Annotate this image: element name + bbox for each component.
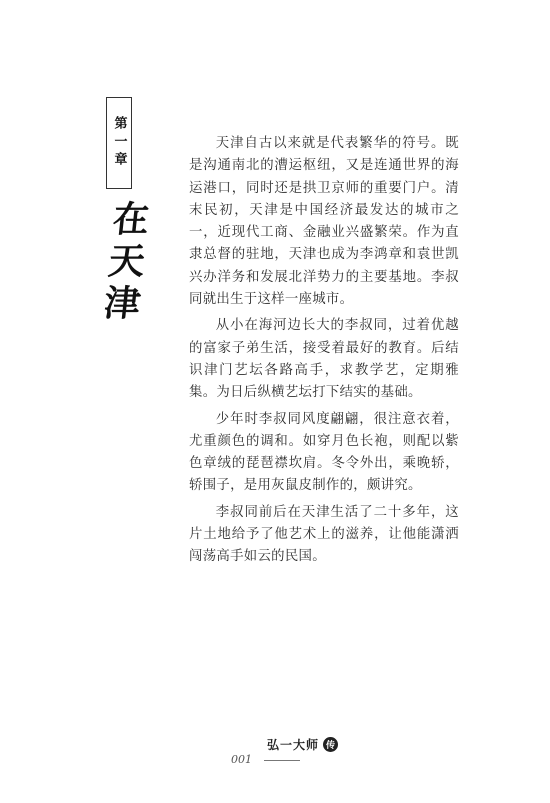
paragraph: 李叔同前后在天津生活了二十多年，这片土地给予了他艺术上的滋养，让他能潇洒闯荡高手如云的民国。 — [189, 504, 459, 565]
body-text — [189, 133, 459, 573]
chapter-label-box — [106, 97, 132, 189]
footer-divider — [264, 760, 300, 761]
page-number: 001 — [231, 753, 252, 766]
footer-badge: 传 — [323, 737, 338, 752]
paragraph: 天津自古以来就是代表繁华的符号。既是沟通南北的漕运枢纽，又是连通世界的海运港口，同时还是拱卫京师的重要门户。清末民初，天津是中国经济最发达的城市之一，近现代工商、金融业兴盛繁荣。作为直隶总督的驻地，天津也成为李鸿章和袁世凯兴办洋务和发展北洋势力的主要基地。李叔同就出生于这样一座城市。 — [189, 136, 459, 308]
footer-book-title-group — [267, 736, 338, 753]
paragraph: 从小在海河边长大的李叔同，过着优越的富家子弟生活，接受着最好的教育。后结识津门艺坛各路高手，求教学艺，定期雅集。为日后纵横艺坛打下结实的基础。 — [189, 318, 459, 401]
chapter-title: 在天津 — [96, 200, 152, 326]
chapter-label: 第一章 — [111, 116, 127, 170]
footer-book-title: 弘一大师 — [267, 738, 320, 752]
page-footer — [0, 728, 550, 788]
paragraph: 少年时李叔同风度翩翩，很注意衣着，尤重颜色的调和。如穿月色长袍，则配以紫色章绒的琵琶襟坎肩。冬令外出，乘晚轿，轿围子，是用灰鼠皮制作的，颇讲究。 — [189, 411, 459, 494]
